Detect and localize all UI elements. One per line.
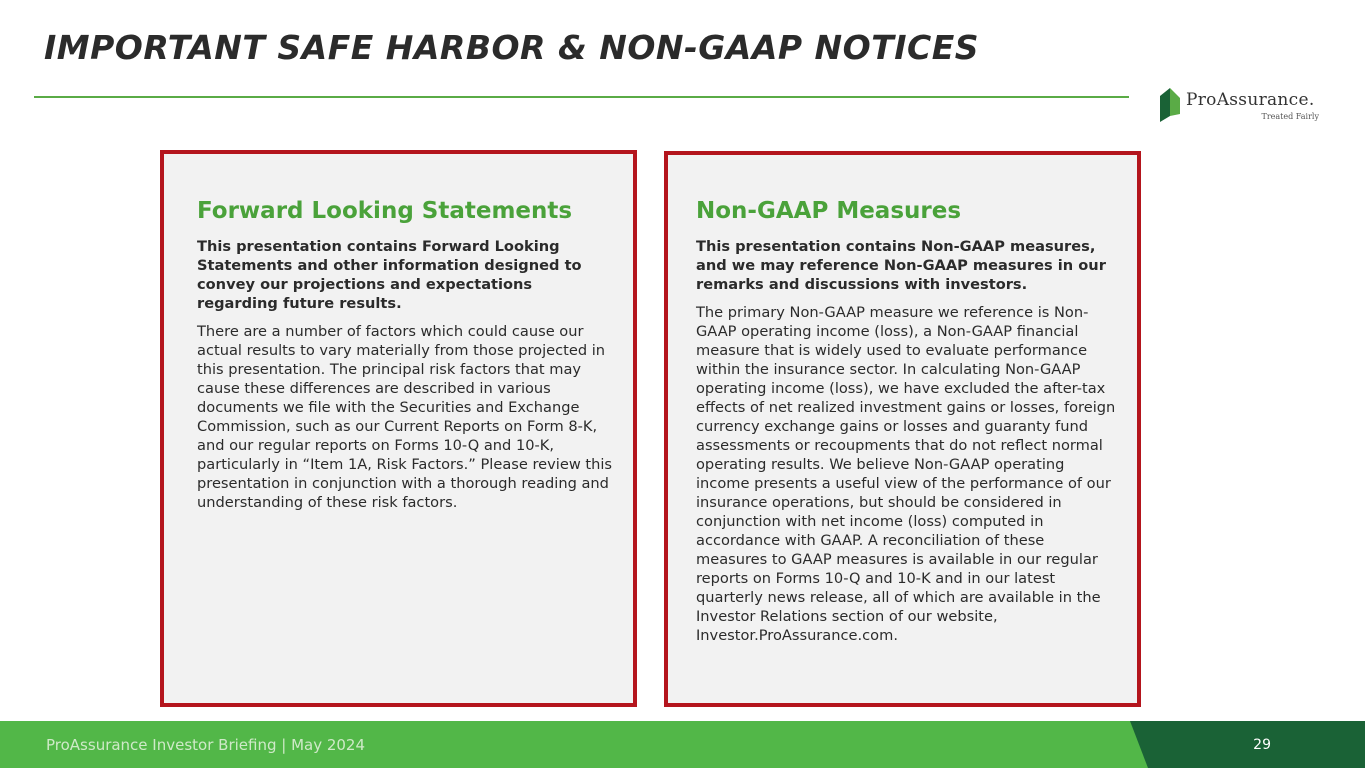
non-gaap-lead: This presentation contains Non-GAAP measures, and we may reference Non-GAAP measures in our remarks and discussions with investors.	[696, 238, 1106, 293]
footer-accent-band	[1130, 721, 1365, 768]
leaf-logo-icon	[1158, 86, 1182, 122]
forward-looking-lead: This presentation contains Forward Looking Statements and other information designed to convey our projections and expectations regarding future results.	[197, 238, 582, 312]
company-logo	[1158, 84, 1333, 126]
footer-caption: ProAssurance Investor Briefing | May 2024	[46, 736, 366, 754]
non-gaap-heading: Non-GAAP Measures	[696, 198, 962, 224]
slide-title: IMPORTANT SAFE HARBOR & NON-GAAP NOTICES	[44, 28, 980, 67]
title-divider	[34, 96, 1129, 98]
forward-looking-heading: Forward Looking Statements	[197, 198, 573, 224]
page-number: 29	[1253, 737, 1271, 753]
slide-footer	[0, 721, 1365, 768]
forward-looking-body: There are a number of factors which could cause our actual results to vary materially from those projected in this presentation. The principal risk factors that may cause these differences are described in various documents we file with the Securities and Exchange Commission, such as our Current Reports on Form 8-K, and our regular reports on Forms 10-Q and 10-K, particularly in “Item 1A, Risk Factors.” Please review this presentation in conjunction with a thorough reading and understanding of these risk factors.	[197, 323, 613, 511]
forward-looking-panel	[160, 150, 637, 707]
logo-wordmark: ProAssurance.	[1186, 90, 1315, 110]
non-gaap-body: The primary Non-GAAP measure we reference is Non-GAAP operating income (loss), a Non-GAAP financial measure that is widely used to evaluate performance within the insurance sector. In calculating Non-GAAP operating income (loss), we have excluded the after-tax effects of net realized investment gains or losses, foreign currency exchange gains or losses and guaranty fund assessments or recoupments that do not reflect normal operating results. We believe Non-GAAP operating income presents a useful view of the performance of our insurance operations, but should be considered in conjunction with net income (loss) computed in accordance with GAAP. A reconciliation of these measures to GAAP measures is available in our regular reports on Forms 10-Q and 10-K and in our latest quarterly news release, all of which are available in the Investor Relations section of our website, Investor.ProAssurance.com.	[696, 304, 1116, 644]
non-gaap-panel	[664, 151, 1141, 707]
logo-tagline: Treated Fairly	[1261, 112, 1319, 121]
